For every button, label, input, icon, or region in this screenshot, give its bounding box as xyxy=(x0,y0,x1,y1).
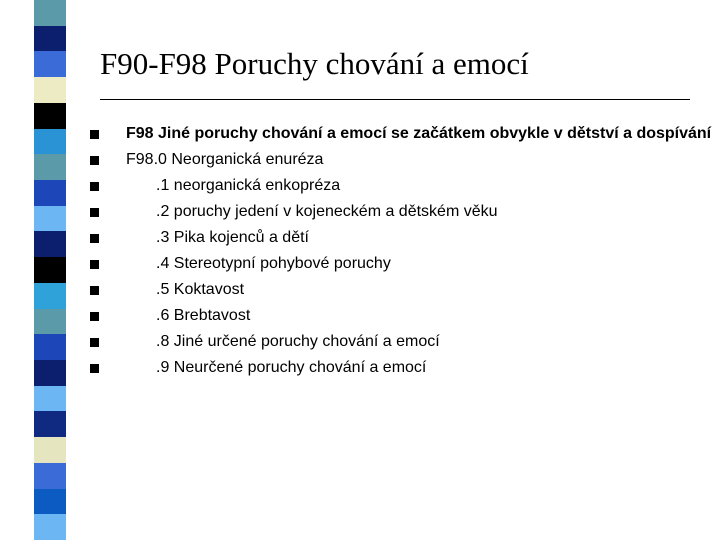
stripe-segment xyxy=(0,386,68,412)
stripe-block xyxy=(34,0,66,26)
stripe-block xyxy=(34,514,66,540)
slide-title: F90-F98 Poruchy chování a emocí xyxy=(100,46,529,81)
stripe-block xyxy=(34,360,66,386)
bullet-list xyxy=(88,124,712,384)
square-bullet-icon xyxy=(90,338,99,347)
stripe-segment xyxy=(0,437,68,463)
list-item xyxy=(88,202,708,222)
stripe-block xyxy=(34,463,66,489)
list-item-text: .9 Neurčené poruchy chování a emocí xyxy=(156,359,427,376)
square-bullet-icon xyxy=(90,182,99,191)
list-item xyxy=(88,254,708,274)
list-item xyxy=(88,332,708,352)
decorative-stripe xyxy=(0,0,68,540)
stripe-block xyxy=(34,386,66,412)
stripe-segment xyxy=(0,180,68,206)
square-bullet-icon xyxy=(90,156,99,165)
list-item-text: .1 neorganická enkopréza xyxy=(156,177,341,194)
stripe-segment xyxy=(0,26,68,52)
stripe-segment xyxy=(0,257,68,283)
list-item-text: .2 poruchy jedení v kojeneckém a dětském věku xyxy=(156,203,498,220)
list-item xyxy=(88,150,708,170)
stripe-block xyxy=(34,334,66,360)
stripe-segment xyxy=(0,0,68,26)
square-bullet-icon xyxy=(90,260,99,269)
stripe-segment xyxy=(0,514,68,540)
square-bullet-icon xyxy=(90,312,99,321)
stripe-segment xyxy=(0,51,68,77)
square-bullet-icon xyxy=(90,130,99,139)
list-item xyxy=(88,358,708,378)
square-bullet-icon xyxy=(90,364,99,373)
stripe-segment xyxy=(0,411,68,437)
list-item xyxy=(88,124,720,144)
list-item xyxy=(88,306,708,326)
square-bullet-icon xyxy=(90,208,99,217)
list-item xyxy=(88,280,708,300)
stripe-segment xyxy=(0,360,68,386)
stripe-segment xyxy=(0,463,68,489)
square-bullet-icon xyxy=(90,234,99,243)
stripe-block xyxy=(34,180,66,206)
stripe-block xyxy=(34,206,66,232)
stripe-segment xyxy=(0,231,68,257)
stripe-block xyxy=(34,489,66,515)
square-bullet-icon xyxy=(90,286,99,295)
stripe-block xyxy=(34,103,66,129)
stripe-block xyxy=(34,411,66,437)
list-item xyxy=(88,228,708,248)
stripe-block xyxy=(34,129,66,155)
stripe-block xyxy=(34,309,66,335)
stripe-block xyxy=(34,154,66,180)
stripe-segment xyxy=(0,283,68,309)
stripe-segment xyxy=(0,309,68,335)
title-divider xyxy=(100,99,690,100)
list-item-text: .8 Jiné určené poruchy chování a emocí xyxy=(156,333,440,350)
list-item-text: .4 Stereotypní pohybové poruchy xyxy=(156,255,391,272)
stripe-segment xyxy=(0,489,68,515)
list-item-text: .3 Pika kojenců a dětí xyxy=(156,229,309,246)
stripe-block xyxy=(34,283,66,309)
stripe-block xyxy=(34,26,66,52)
stripe-segment xyxy=(0,334,68,360)
list-item-text: F98.0 Neorganická enuréza xyxy=(126,151,324,168)
list-item-text: .5 Koktavost xyxy=(156,281,245,298)
stripe-segment xyxy=(0,154,68,180)
stripe-block xyxy=(34,77,66,103)
stripe-block xyxy=(34,437,66,463)
stripe-segment xyxy=(0,206,68,232)
list-item-text: .6 Brebtavost xyxy=(156,307,251,324)
stripe-segment xyxy=(0,103,68,129)
list-item xyxy=(88,176,708,196)
stripe-block xyxy=(34,257,66,283)
stripe-segment xyxy=(0,77,68,103)
stripe-block xyxy=(34,231,66,257)
stripe-block xyxy=(34,51,66,77)
list-item-text: F98 Jiné poruchy chování a emocí se začátkem obvykle v dětství a dospívání xyxy=(126,125,712,142)
stripe-segment xyxy=(0,129,68,155)
